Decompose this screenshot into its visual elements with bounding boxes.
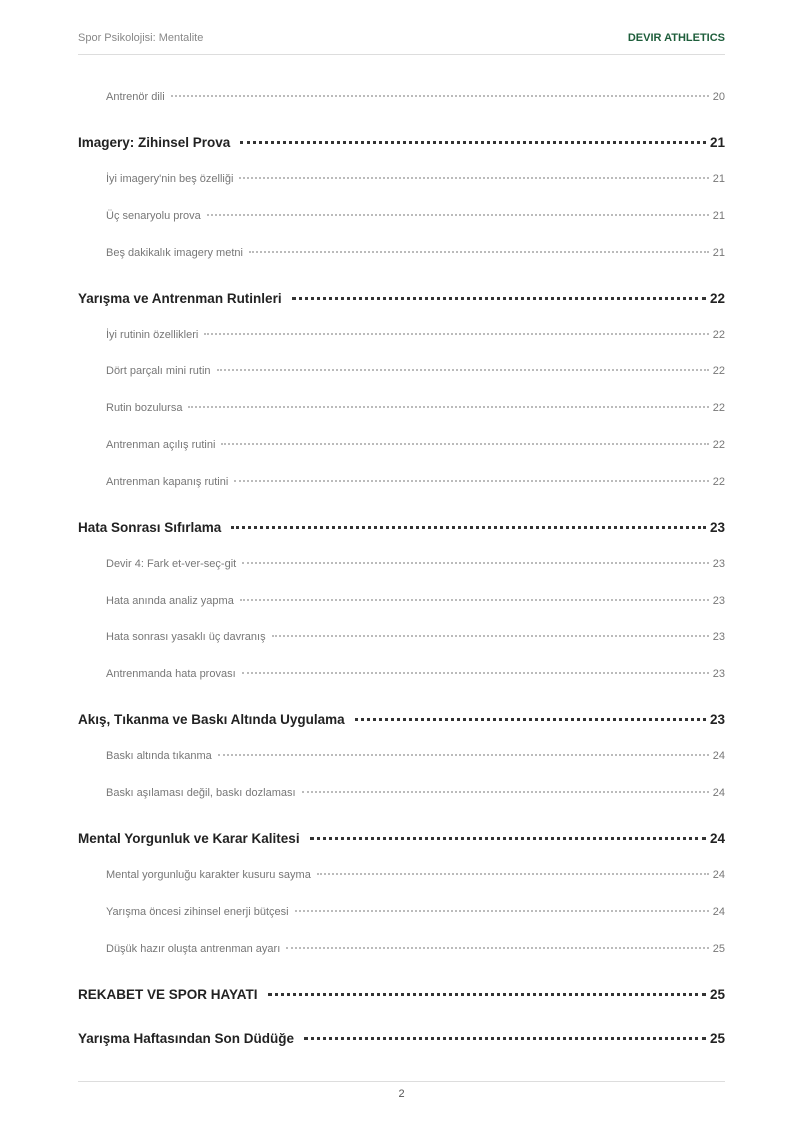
toc-entry-title: Antrenman kapanış rutini	[106, 475, 229, 488]
toc-entry-page: 24	[712, 869, 725, 881]
dot-leader	[188, 406, 708, 408]
toc-entry-title: Akış, Tıkanma ve Baskı Altında Uygulama	[78, 712, 345, 728]
dot-leader	[217, 369, 709, 371]
toc-entry-page: 22	[712, 365, 725, 378]
toc-entry-page: 22	[712, 475, 725, 488]
page-number: 2	[398, 1088, 405, 1100]
toc-entry-page: 22	[712, 439, 725, 451]
toc-entry-page: 25	[709, 1030, 725, 1046]
dot-leader	[355, 718, 706, 721]
toc-entry-page: 21	[712, 173, 725, 185]
dot-leader	[204, 333, 708, 335]
toc-section-entry[interactable]	[78, 210, 725, 222]
toc-entry-page: 24	[709, 831, 725, 846]
toc-entry-page: 20	[712, 91, 725, 103]
dot-leader	[268, 993, 706, 996]
toc-section-entry[interactable]	[78, 476, 725, 488]
toc-section-entry[interactable]	[78, 750, 725, 762]
toc-chapter-entry[interactable]	[78, 520, 725, 535]
toc-chapter-entry[interactable]	[78, 712, 725, 727]
page-header	[78, 28, 725, 55]
dot-leader	[171, 95, 709, 97]
toc-section-entry[interactable]	[78, 787, 725, 799]
toc-entry-title: İyi imagery'nin beş özelliği	[106, 173, 234, 185]
toc-entry-page: 22	[709, 290, 725, 306]
publisher-name: DEVIR ATHLETICS	[627, 32, 725, 44]
toc-entry-page: 21	[712, 209, 725, 222]
toc-entry-title: Üç senaryolu prova	[106, 209, 201, 222]
toc-entry-page: 23	[712, 668, 725, 681]
toc-section-entry[interactable]	[78, 439, 725, 451]
toc-entry-title: Hata anında analiz yapma	[106, 594, 234, 607]
toc-section-entry[interactable]	[78, 595, 725, 607]
toc-entry-page: 22	[712, 328, 725, 341]
dot-leader	[286, 947, 708, 949]
dot-leader	[218, 754, 709, 756]
toc-entry-page: 23	[712, 631, 725, 644]
toc-section-entry[interactable]	[78, 869, 725, 881]
toc-entry-title: Baskı altında tıkanma	[106, 750, 212, 763]
toc-section-entry[interactable]	[78, 558, 725, 570]
dot-leader	[292, 297, 706, 300]
toc-entry-page: 24	[712, 750, 725, 763]
toc-chapter-entry[interactable]	[78, 135, 725, 150]
toc-entry-title: Mental Yorgunluk ve Karar Kalitesi	[78, 831, 300, 846]
toc-entry-page: 25	[712, 942, 725, 955]
toc-entry-page: 23	[709, 712, 725, 728]
toc-entry-page: 23	[709, 519, 725, 535]
dot-leader	[302, 791, 709, 793]
toc-entry-title: Beş dakikalık imagery metni	[106, 246, 243, 259]
toc-section-entry[interactable]	[78, 906, 725, 918]
toc-entry-page: 24	[712, 787, 725, 799]
toc-entry-title: Hata Sonrası Sıfırlama	[78, 519, 222, 535]
toc-entry-title: Düşük hazır oluşta antrenman ayarı	[106, 942, 281, 955]
dot-leader	[239, 177, 708, 179]
toc-entry-title: Yarışma Haftasından Son Düdüğe	[78, 1030, 295, 1046]
toc-entry-page: 23	[712, 557, 725, 570]
dot-leader	[221, 443, 708, 445]
toc-entry-title: REKABET VE SPOR HAYATI	[78, 986, 258, 1002]
toc-entry-title: Imagery: Zihinsel Prova	[78, 135, 231, 150]
toc-entry-title: Hata sonrası yasaklı üç davranış	[106, 631, 266, 644]
dot-leader	[310, 837, 706, 840]
dot-leader	[242, 562, 709, 564]
toc-section-entry[interactable]	[78, 247, 725, 259]
toc-entry-title: Antrenman açılış rutini	[106, 439, 216, 451]
toc-entry-page: 22	[712, 402, 725, 415]
toc-section-entry[interactable]	[78, 173, 725, 185]
toc-entry-title: Dört parçalı mini rutin	[106, 365, 211, 378]
toc-section-entry[interactable]	[78, 91, 725, 103]
toc-section-entry[interactable]	[78, 631, 725, 643]
toc-entry-title: Rutin bozulursa	[106, 402, 183, 415]
running-title: Spor Psikolojisi: Mentalite	[78, 32, 204, 44]
toc-entry-title: Devir 4: Fark et-ver-seç-git	[106, 557, 237, 570]
dot-leader	[207, 214, 709, 216]
toc-section-entry[interactable]	[78, 402, 725, 414]
dot-leader	[234, 480, 708, 482]
toc-chapter-entry[interactable]	[78, 291, 725, 306]
dot-leader	[249, 251, 709, 253]
toc-section-entry[interactable]	[78, 365, 725, 377]
toc-entry-title: Mental yorgunluğu karakter kusuru sayma	[106, 869, 311, 881]
toc-chapter-entry[interactable]	[78, 1031, 725, 1046]
toc-section-entry[interactable]	[78, 329, 725, 341]
dot-leader	[240, 141, 706, 144]
toc-chapter-entry[interactable]	[78, 987, 725, 1002]
toc-entry-title: Baskı aşılaması değil, baskı dozlaması	[106, 787, 296, 799]
page-footer	[78, 1081, 725, 1100]
toc-entry-page: 21	[712, 246, 725, 259]
dot-leader	[295, 910, 709, 912]
toc-entry-title: İyi rutinin özellikleri	[106, 328, 199, 341]
dot-leader	[231, 526, 706, 529]
toc-entry-title: Yarışma öncesi zihinsel enerji bütçesi	[106, 905, 289, 918]
toc-entry-page: 25	[709, 986, 725, 1002]
dot-leader	[304, 1037, 706, 1040]
toc-entry-title: Antrenör dili	[106, 91, 165, 103]
dot-leader	[240, 599, 709, 601]
dot-leader	[242, 672, 709, 674]
dot-leader	[317, 873, 709, 875]
toc-section-entry[interactable]	[78, 943, 725, 955]
toc-chapter-entry[interactable]	[78, 831, 725, 846]
toc-entry-title: Antrenmanda hata provası	[106, 668, 236, 681]
toc-entry-page: 21	[709, 135, 725, 150]
toc-entry-page: 23	[712, 594, 725, 607]
toc-section-entry[interactable]	[78, 668, 725, 680]
dot-leader	[272, 635, 709, 637]
toc-entry-title: Yarışma ve Antrenman Rutinleri	[78, 290, 282, 306]
toc-entry-page: 24	[712, 905, 725, 918]
